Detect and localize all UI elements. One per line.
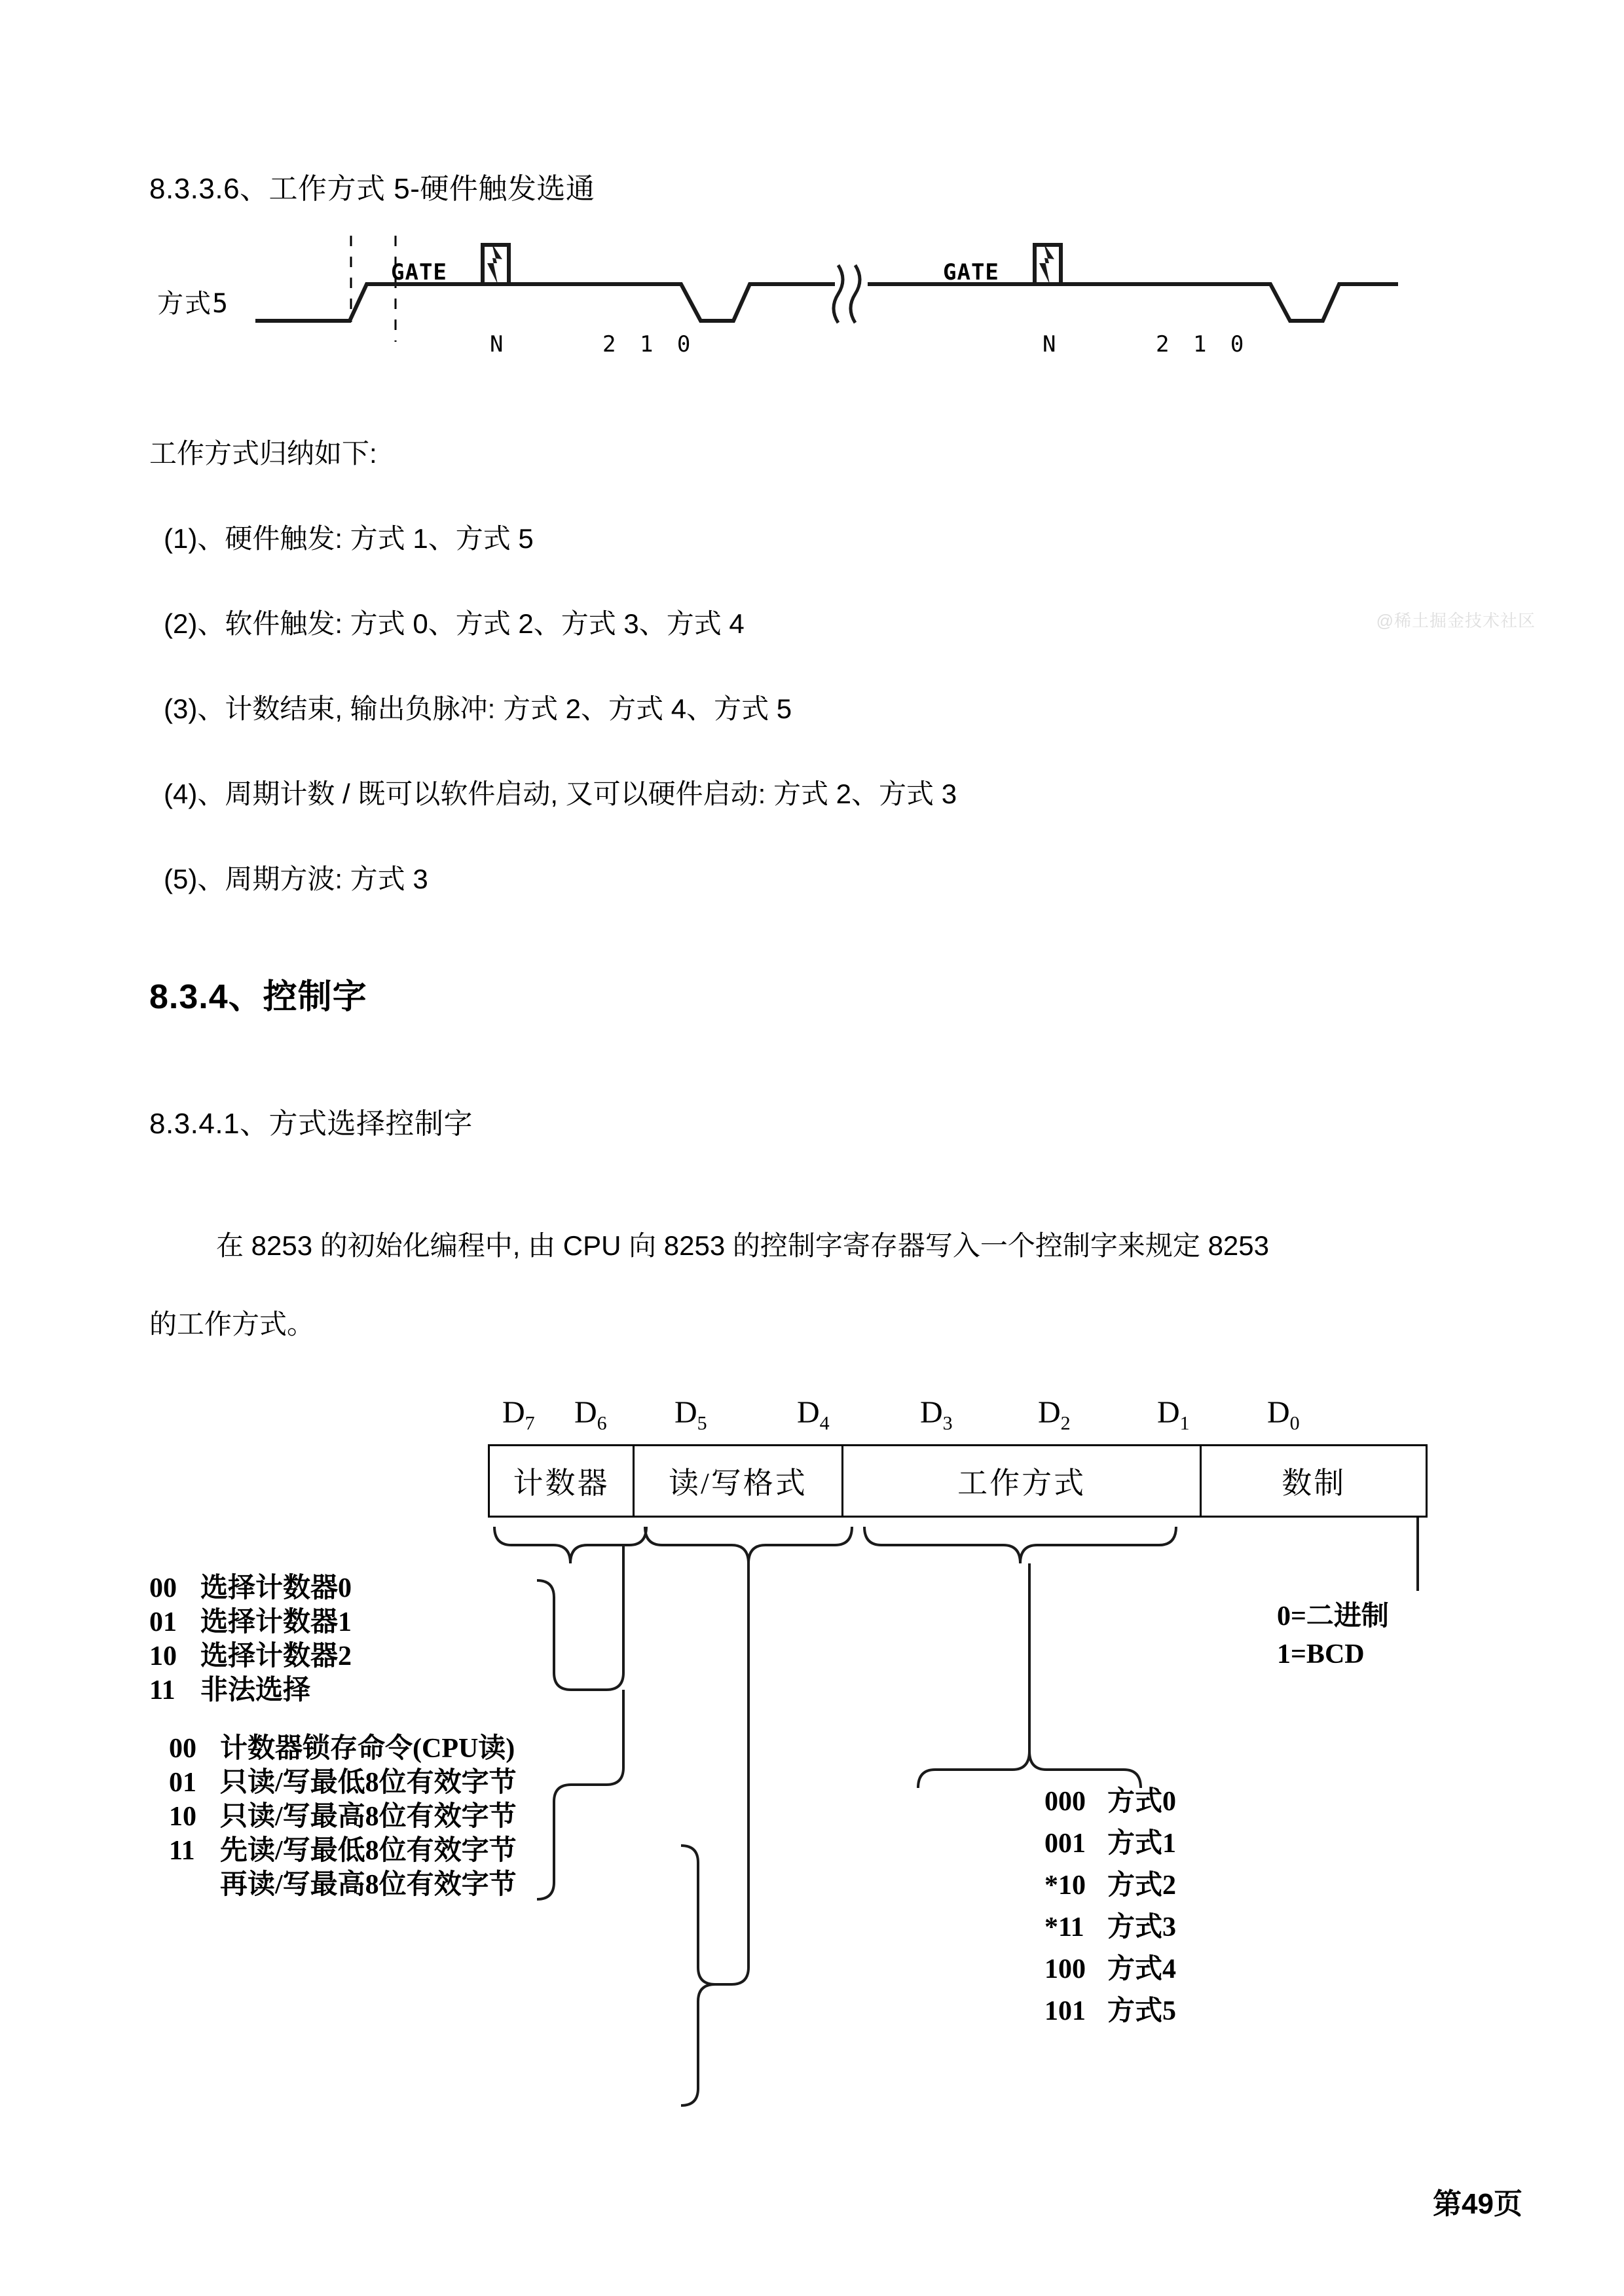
rw-format-text-2: 只读/写最高8位有效字节 — [220, 1802, 517, 1832]
rw-format-code-1: 01 — [169, 1768, 196, 1798]
waveform-gate-label-2: GATE — [943, 259, 999, 285]
field-box-number-system: 数制 — [1282, 1467, 1346, 1500]
counter-select-row-3 — [149, 1673, 352, 1707]
mode-row-4 — [1044, 1948, 1176, 1990]
bit-label-d5: $D_5$ — [674, 1395, 707, 1434]
counter-select-row-1 — [149, 1605, 352, 1639]
bit-label-d2: $D_2$ — [1038, 1395, 1071, 1434]
rw-format-row-0 — [169, 1732, 517, 1766]
mode-text-4: 方式4 — [1107, 1954, 1177, 1984]
rw-format-code-3: 11 — [169, 1836, 195, 1866]
rw-format-row-2 — [169, 1800, 517, 1834]
number-system-legend — [1277, 1597, 1389, 1673]
rw-format-code-0: 00 — [169, 1734, 196, 1764]
mode-row-1 — [1044, 1823, 1176, 1865]
paragraph-line-2: 的工作方式。 — [149, 1309, 315, 1339]
mode-text-1: 方式1 — [1107, 1829, 1177, 1859]
rw-format-row-4 — [169, 1868, 517, 1902]
rw-format-text-0: 计数器锁存命令(CPU读) — [220, 1734, 515, 1764]
counter-select-text-0: 选择计数器0 — [200, 1573, 352, 1603]
control-word-field-boxes — [488, 1444, 1428, 1518]
waveform-count-n-2: N — [1043, 331, 1061, 357]
counter-select-text-1: 选择计数器1 — [200, 1607, 352, 1637]
control-word-figure — [0, 1375, 1624, 2160]
field-box-rw-format: 读/写格式 — [635, 1446, 843, 1516]
counter-select-legend — [149, 1571, 352, 1707]
summary-item-5: (5)、周期方波: 方式 3 — [164, 864, 428, 894]
field-box-counter: 计数器 — [490, 1446, 635, 1516]
mode-row-2 — [1044, 1865, 1176, 1906]
summary-item-2: (2)、软件触发: 方式 0、方式 2、方式 3、方式 4 — [164, 608, 745, 639]
rw-format-row-3 — [169, 1834, 517, 1868]
bit-label-d6: $D_6$ — [574, 1395, 607, 1434]
mode-legend — [1044, 1781, 1176, 2032]
counter-select-code-0: 00 — [149, 1573, 177, 1603]
mode-text-3: 方式3 — [1107, 1912, 1177, 1942]
mode-row-3 — [1044, 1906, 1176, 1948]
counter-select-code-3: 11 — [149, 1675, 175, 1705]
control-word-bit-labels — [488, 1394, 1428, 1440]
counter-select-text-2: 选择计数器2 — [200, 1641, 352, 1671]
mode-text-0: 方式0 — [1107, 1787, 1177, 1817]
heading-8-3-4-1: 8.3.4.1、方式选择控制字 — [149, 1108, 473, 1140]
waveform-count-n-1: N — [490, 331, 509, 357]
summary-item-3: (3)、计数结束, 输出负脉冲: 方式 2、方式 4、方式 5 — [164, 693, 792, 724]
bit-label-d4: $D_4$ — [797, 1395, 830, 1434]
counter-select-row-2 — [149, 1639, 352, 1673]
counter-select-text-3: 非法选择 — [200, 1675, 311, 1705]
mode-code-1: 001 — [1044, 1829, 1086, 1859]
mode-code-4: 100 — [1044, 1954, 1086, 1984]
rw-format-text-3: 先读/写最低8位有效字节 — [220, 1836, 517, 1866]
waveform-count-210-2: 2 1 0 — [1156, 331, 1249, 357]
waveform-count-210-1: 2 1 0 — [602, 331, 696, 357]
waveform-signal-label: 方式5 — [157, 289, 230, 319]
rw-format-row-1 — [169, 1766, 517, 1800]
mode-code-5: 101 — [1044, 1996, 1086, 2026]
mode5-waveform-figure — [157, 249, 1467, 380]
paragraph-line-1: 在 8253 的初始化编程中, 由 CPU 向 8253 的控制字寄存器写入一个控制字来规定 8253 — [216, 1230, 1269, 1261]
mode-code-2: *10 — [1044, 1870, 1086, 1901]
counter-select-row-0 — [149, 1571, 352, 1605]
waveform-gate-label-1: GATE — [391, 259, 447, 285]
rw-format-code-2: 10 — [169, 1802, 196, 1832]
mode-row-0 — [1044, 1781, 1176, 1823]
counter-select-code-2: 10 — [149, 1641, 177, 1671]
bit-label-d0: $D_0$ — [1267, 1395, 1300, 1434]
bit-label-d1: $D_1$ — [1157, 1395, 1190, 1434]
number-system-bcd: 1=BCD — [1277, 1639, 1365, 1669]
watermark: @稀土掘金技术社区 — [1376, 611, 1536, 630]
summary-item-4: (4)、周期计数 / 既可以软件启动, 又可以硬件启动: 方式 2、方式 3 — [164, 778, 957, 809]
mode-code-3: *11 — [1044, 1912, 1084, 1942]
heading-8-3-4: 8.3.4、控制字 — [149, 978, 367, 1016]
summary-intro: 工作方式归纳如下: — [149, 438, 377, 469]
field-box-mode: 工作方式 — [843, 1446, 1202, 1516]
heading-8-3-3-6: 8.3.3.6、工作方式 5-硬件触发选通 — [149, 173, 595, 205]
rw-format-text-1: 只读/写最低8位有效字节 — [220, 1768, 517, 1798]
mode-code-0: 000 — [1044, 1787, 1086, 1817]
mode-row-5 — [1044, 1990, 1176, 2032]
summary-item-1: (1)、硬件触发: 方式 1、方式 5 — [164, 523, 534, 554]
mode-text-2: 方式2 — [1107, 1870, 1177, 1901]
mode-text-5: 方式5 — [1107, 1996, 1177, 2026]
bit-label-d3: $D_3$ — [920, 1395, 953, 1434]
rw-format-legend — [169, 1732, 517, 1902]
bit-label-d7: $D_7$ — [502, 1395, 535, 1434]
counter-select-code-1: 01 — [149, 1607, 177, 1637]
rw-format-text-4: 再读/写最高8位有效字节 — [220, 1870, 517, 1900]
waveform-trace — [157, 229, 1467, 380]
page-number: 第49页 — [1433, 2188, 1522, 2220]
number-system-binary: 0=二进制 — [1277, 1601, 1389, 1631]
